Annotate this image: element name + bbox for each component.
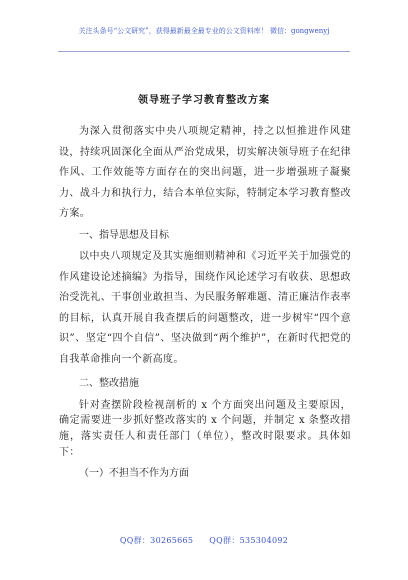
intro-paragraph: 为深入贯彻落实中央八项规定精神，持之以恒推进作风建设，持续巩固深化全面从严治党成果，切实解决领导班子在纪律作风、工作效能等方面存在的突出问题，进一步增强班子凝聚力、战斗力和执行力，结合本单位实际，特制定本学习教育整改方案。 bbox=[59, 126, 351, 220]
section-heading-rectification-measures: 二、整改措施 bbox=[79, 377, 139, 389]
document-title: 领导班子学习教育整改方案 bbox=[138, 95, 270, 106]
footer-qq-group-1: QQ群：30265665 bbox=[119, 536, 194, 545]
section-paragraph-guiding-ideology: 以中央八项规定及其实施细则精神和《习近平关于加强党的作风建设论述摘编》为指导，围绕作风论述学习有收获、思想政治受洗礼、干事创业敢担当、为民服务解难题、清正廉洁作表率的目标，认真开展自我查摆后的问题整改，进一步树牢“四个意识”、坚定“四个自信”、坚决做到“两个维护”，在新时代把党的自我革命推向一个新高度。 bbox=[59, 250, 351, 365]
footer-contact bbox=[0, 535, 408, 546]
section-heading-guiding-ideology: 一、指导思想及目标 bbox=[79, 229, 169, 241]
subsection-heading-not-acting: （一）不担当不作为方面 bbox=[79, 467, 189, 479]
header-note: 关注头条号“公文研究”，获得最新最全最专业的公文资料库！ 微信：gongwenyj bbox=[78, 27, 330, 35]
document-body bbox=[59, 122, 351, 485]
section-paragraph-rectification-measures: 针对查摆阶段检视剖析的 x 个方面突出问题及主要原因，确定需要进一步抓好整改落实的 x 个问题，并制定 x 条整改措施，落实责任人和责任部门（单位），整改时限要求。具体如下： bbox=[59, 399, 351, 458]
footer-qq-group-2: QQ群：535304092 bbox=[209, 536, 289, 545]
header-divider bbox=[58, 51, 350, 52]
